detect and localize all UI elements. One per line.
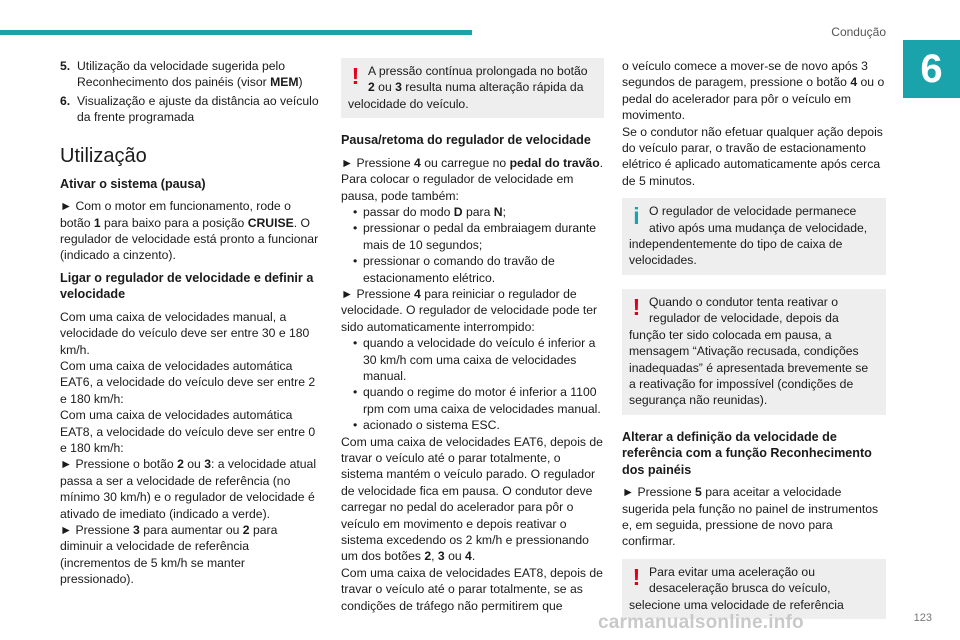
paragraph: ► Pressione 5 para aceitar a velocidade sugerida pela função no painel de instrumentos e, em seguida, pressione de novo para confirmar.: [622, 485, 879, 549]
paragraph: Com uma caixa de velocidades EAT8, depois de travar o veículo até o parar totalmente, se as condições de tráfego não permitirem que: [341, 565, 603, 613]
list-item: • quando a velocidade do veículo é inferior a 30 km/h com uma caixa de velocidades manual.: [341, 335, 604, 384]
paragraph: Com uma caixa de velocidades automática EAT6, a velocidade do veículo deve ser entre 2 e 180 km/h:: [60, 358, 316, 406]
warning-notice: ! A pressão contínua prolongada no botão 2 ou 3 resulta numa alteração rápida da velocidade do veículo.: [341, 58, 604, 118]
column-3: [622, 58, 886, 628]
section-heading: Utilização: [60, 144, 147, 167]
column-1: [60, 58, 322, 588]
warning-icon: !: [632, 293, 641, 320]
paragraph: ► Com o motor em funcionamento, rode o botão 1 para baixo para a posição CRUISE. O regulador de velocidade está pronto a funcionar (indicado a cinzento).: [60, 199, 319, 263]
watermark: carmanualsonline.info: [598, 612, 804, 633]
list-item: 6. Visualização e ajuste da distância ao veículo da frente programada: [60, 93, 319, 125]
warning-icon: !: [351, 63, 360, 89]
paragraph: Com uma caixa de velocidades automática EAT8, a velocidade do veículo deve ser entre 0 e 180 km/h:: [60, 408, 316, 455]
paragraph: ► Pressione 3 para aumentar ou 2 para diminuir a velocidade de referência (incrementos de 5 km/h se manter pressionado).: [60, 523, 278, 587]
page-number: 123: [913, 612, 932, 624]
paragraph: o veículo comece a mover-se de novo após 3 segundos de paragem, pressione o botão 4 ou o pedal do acelerador para pôr o veículo em movimento.: [622, 59, 885, 123]
list-item: • passar do modo D para N;: [341, 204, 604, 220]
paragraph: Se o condutor não efetuar qualquer ação depois do veículo parar, o travão de estacionamento elétrico é aplicado automaticamente após cerca de 5 minutos.: [622, 124, 883, 188]
list-item: 5. Utilização da velocidade sugerida pelo Reconhecimento dos painéis (visor MEM): [60, 59, 303, 90]
list-item: • acionado o sistema ESC.: [341, 417, 604, 433]
list-item: • pressionar o pedal da embraiagem durante mais de 10 segundos;: [341, 220, 604, 253]
column-2: [341, 58, 604, 614]
info-icon: i: [633, 203, 640, 230]
info-notice: i O regulador de velocidade permanece ativo após uma mudança de velocidade, independentemente do tipo de caixa de velocidades.: [622, 198, 886, 275]
warning-notice: ! Quando o condutor tenta reativar o regulador de velocidade, depois da função ter sido colocada em pausa, a mensagem “Ativação recusada, condições inadequadas” é apresentada brevemente se a reativação for impossível (condições de segurança não reunidas).: [622, 289, 886, 415]
paragraph: Para colocar o regulador de velocidade em pausa, pode também:: [341, 172, 574, 203]
subheading: Alterar a definição da velocidade de referência com a função Reconhecimento dos painéis: [622, 429, 872, 477]
subheading: Ligar o regulador de velocidade e definir a velocidade: [60, 270, 314, 302]
warning-notice: ! Para evitar uma aceleração ou desaceleração brusca do veículo, selecione uma velocidade de referência: [622, 559, 886, 619]
subheading: Ativar o sistema (pausa): [60, 176, 206, 191]
paragraph: Com uma caixa de velocidades EAT6, depois de travar o veículo até o parar totalmente, o sistema mantém o veículo parado. O regulador de velocidade fica em pausa. O condutor deve carregar no pedal do acelerador para pôr o veículo em movimento e depois reativar o sistema excedendo os 2 km/h e pressionando um dos botões 2, 3 ou 4.: [341, 434, 603, 564]
subheading: Pausa/retoma do regulador de velocidade: [341, 133, 591, 148]
warning-icon: !: [632, 563, 641, 590]
section-title: Condução: [831, 25, 886, 39]
header-accent-bar: [0, 30, 472, 35]
paragraph: ► Pressione 4 para reiniciar o regulador de velocidade. O regulador de velocidade pode ter sido automaticamente interrompido:: [341, 286, 598, 334]
paragraph: ► Pressione o botão 2 ou 3: a velocidade atual passa a ser a velocidade de referência (no mínimo 30 km/h) e o regulador de velocidade é ativado de imediato (indicado a verde).: [60, 457, 317, 521]
bullet-list: [341, 204, 604, 286]
list-item: • pressionar o comando do travão de estacionamento elétrico.: [341, 253, 604, 286]
list-item: • quando o regime do motor é inferior a 1100 rpm com uma caixa de velocidades manual.: [341, 384, 604, 417]
paragraph: Com uma caixa de velocidades manual, a velocidade do veículo deve ser entre 30 e 180 km/h.: [60, 309, 310, 357]
chapter-badge: 6: [903, 40, 960, 98]
paragraph: ► Pressione 4 ou carregue no pedal do travão.: [341, 155, 604, 170]
bullet-list: [341, 335, 604, 433]
